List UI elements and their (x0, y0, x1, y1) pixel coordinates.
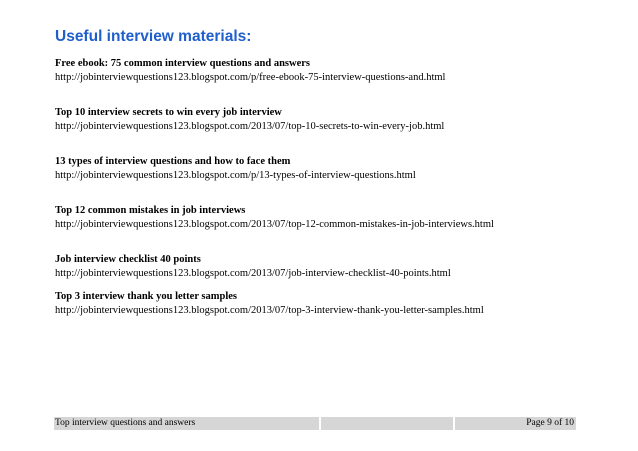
resource-entry (55, 253, 451, 281)
resource-entry (55, 290, 484, 318)
page-title: Useful interview materials: (55, 28, 252, 45)
entry-title: Top 12 common mistakes in job interviews (55, 205, 246, 216)
resource-entry (55, 106, 444, 134)
footer-left-cell (54, 417, 319, 430)
resource-entry (55, 57, 445, 85)
resource-entry (55, 155, 416, 183)
entry-link[interactable]: http://jobinterviewquestions123.blogspot.com/2013/07/job-interview-checklist-40-points.html (55, 268, 451, 279)
entry-link[interactable]: http://jobinterviewquestions123.blogspot.com/2013/07/top-12-common-mistakes-in-job-interviews.html (55, 219, 494, 230)
entry-link[interactable]: http://jobinterviewquestions123.blogspot.com/p/free-ebook-75-interview-questions-and.html (55, 72, 446, 83)
entry-title: Top 3 interview thank you letter samples (55, 291, 238, 302)
entry-link[interactable]: http://jobinterviewquestions123.blogspot.com/2013/07/top-10-secrets-to-win-every-job.html (55, 121, 445, 132)
entry-link[interactable]: http://jobinterviewquestions123.blogspot.com/2013/07/top-3-interview-thank-you-letter-samples.html (55, 305, 484, 316)
page-footer (54, 417, 576, 430)
footer-right-cell (455, 417, 576, 430)
footer-document-title: Top interview questions and answers (55, 418, 196, 428)
entry-title: Top 10 interview secrets to win every job interview (55, 107, 282, 118)
resource-entry (55, 204, 494, 232)
entry-title: Job interview checklist 40 points (55, 254, 201, 265)
entry-link[interactable]: http://jobinterviewquestions123.blogspot.com/p/13-types-of-interview-questions.html (55, 170, 416, 181)
footer-middle-cell (321, 417, 453, 430)
page-number: Page 9 of 10 (526, 418, 574, 428)
entry-title: 13 types of interview questions and how to face them (55, 156, 291, 167)
entry-title: Free ebook: 75 common interview questions and answers (55, 58, 311, 69)
